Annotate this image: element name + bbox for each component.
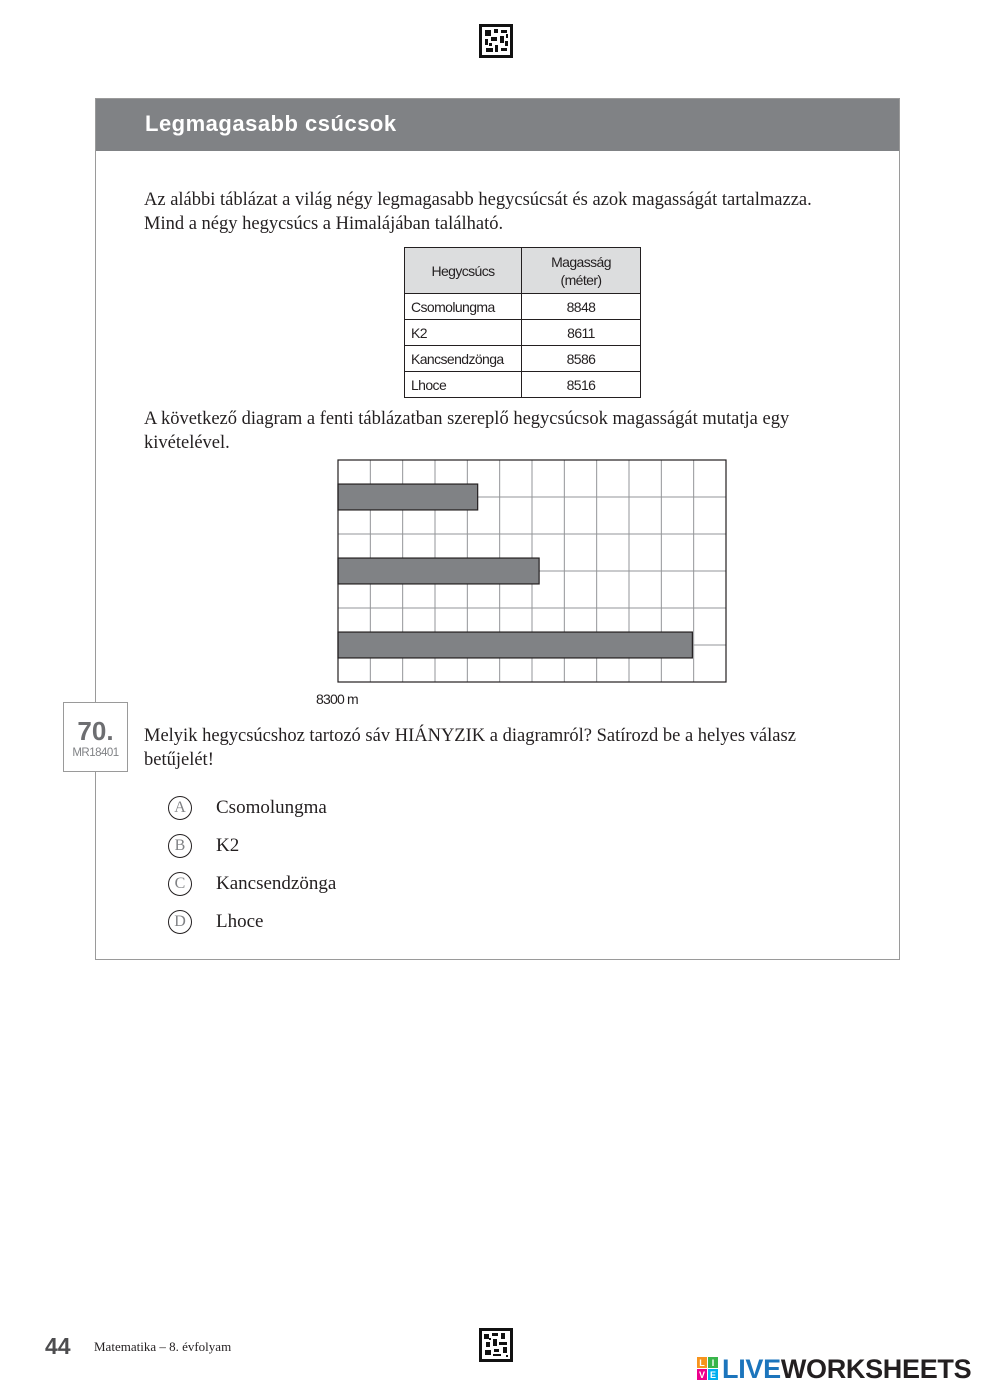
bar-chart [336, 458, 730, 686]
intro-line-2: Mind a négy hegycsúcs a Himalájában található. [144, 214, 504, 234]
chart-axis-start-label: 8300 m [316, 691, 358, 707]
peak-height-cell: 8611 [522, 320, 641, 346]
table-row [405, 294, 641, 320]
table-row [405, 372, 641, 398]
question-line-1: Melyik hegycsúcshoz tartozó sáv HIÁNYZIK a diagramról? Satírozd be a helyes válasz [144, 726, 796, 746]
task-title: Legmagasabb csúcsok [145, 111, 397, 136]
intro-paragraph [144, 188, 884, 236]
svg-text:E: E [709, 1370, 717, 1380]
table-header-row [405, 248, 641, 294]
answer-label-b: K2 [216, 835, 240, 856]
question-line-2: betűjelét! [144, 750, 214, 770]
peaks-table [404, 247, 641, 398]
answer-label-a: Csomolungma [216, 797, 327, 818]
peak-name-cell: Kancsendzönga [405, 346, 522, 372]
svg-text:L: L [699, 1358, 705, 1368]
answer-bubble-c[interactable]: C [168, 872, 192, 896]
question-text [144, 724, 884, 772]
chart-bar-1 [338, 484, 478, 510]
diagram-paragraph [144, 407, 884, 455]
peak-height-cell: 8848 [522, 294, 641, 320]
chart-bar-3 [338, 632, 692, 658]
answer-bubble-d[interactable]: D [168, 910, 192, 934]
table-row [405, 320, 641, 346]
page-number: 44 [45, 1333, 71, 1359]
svg-text:I: I [711, 1358, 715, 1368]
chart-bar-2 [338, 558, 539, 584]
peak-name-cell: Lhoce [405, 372, 522, 398]
svg-text:V: V [698, 1370, 706, 1380]
table-row [405, 346, 641, 372]
diagram-line-2: kivételével. [144, 433, 230, 453]
answer-bubble-a[interactable]: A [168, 796, 192, 820]
question-number: 70. [77, 716, 114, 746]
column-header-height [522, 248, 641, 294]
answer-label-d: Lhoce [216, 911, 264, 932]
question-number-box [63, 702, 128, 772]
task-header-bar [96, 99, 899, 151]
column-header-height-line-2: (méter) [560, 271, 602, 288]
liveworksheets-brand[interactable] [697, 1355, 971, 1383]
answer-bubble-b[interactable]: B [168, 834, 192, 858]
column-header-height-line-1: Magasság [551, 253, 611, 270]
liveworksheets-logo-icon [697, 1357, 719, 1381]
qr-code-bottom [479, 1328, 513, 1362]
qr-code-top [479, 24, 513, 58]
peak-name-cell: Csomolungma [405, 294, 522, 320]
column-header-peak: Hegycsúcs [405, 248, 522, 294]
intro-line-1: Az alábbi táblázat a világ négy legmagasabb hegycsúcsát és azok magasságát tartalmazza. [144, 190, 812, 210]
question-code: MR18401 [72, 747, 119, 759]
liveworksheets-wordmark: LIVEWORKSHEETS [722, 1354, 972, 1384]
peak-height-cell: 8586 [522, 346, 641, 372]
peak-name-cell: K2 [405, 320, 522, 346]
answer-label-c: Kancsendzönga [216, 873, 337, 894]
diagram-line-1: A következő diagram a fenti táblázatban szereplő hegycsúcsok magasságát mutatja egy [144, 409, 790, 429]
peak-height-cell: 8516 [522, 372, 641, 398]
footer-text: Matematika – 8. évfolyam [94, 1339, 232, 1354]
